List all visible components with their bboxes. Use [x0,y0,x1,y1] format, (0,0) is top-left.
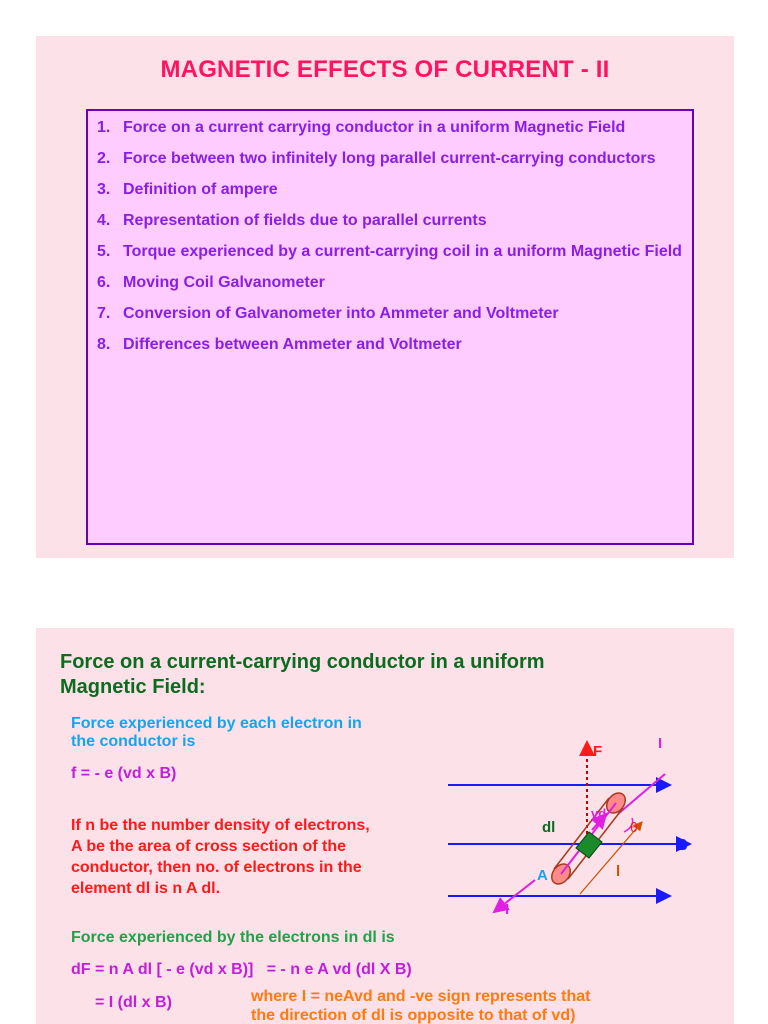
item-text: Force on a current carrying conductor in a uniform Magnetic Field [123,119,626,136]
slide-title: MAGNETIC EFFECTS OF CURRENT - II [160,56,610,83]
item-text: Moving Coil Galvanometer [123,274,325,291]
list-item [97,334,682,355]
density-text-3: conductor, then no. of electrons in the [71,859,362,876]
item-text: Force between two infinitely long parallel current-carrying conductors [123,150,656,167]
current-label-bottom: I [505,901,510,918]
item-number: 3. [97,181,111,198]
angle-label: θ [630,819,638,835]
list-item [97,241,682,262]
item-number: 5. [97,243,111,260]
conductor-diagram [440,728,700,928]
list-item [97,179,682,200]
electron-force-text-1: Force experienced by each electron in [71,715,362,732]
contents-list [97,117,682,365]
item-number: 8. [97,336,111,353]
element-label: dl [542,819,556,836]
density-text-1: If n be the number density of electrons, [71,817,370,834]
force-label: F [593,743,603,760]
current-label-top: I [658,735,663,752]
area-label: A [537,867,548,884]
item-number: 6. [97,274,111,291]
item-number: 4. [97,212,111,229]
item-number: 1. [97,119,111,136]
item-text: Representation of fields due to parallel currents [123,212,487,229]
density-text-4: element dl is n A dl. [71,880,221,897]
list-item [97,148,682,169]
item-text: Torque experienced by a current-carrying coil in a uniform Magnetic Field [123,243,682,260]
field-label: B [676,837,688,854]
list-item [97,272,682,293]
list-item [97,117,682,138]
item-text: Definition of ampere [123,181,278,198]
total-force-text: Force experienced by the electrons in dl is [71,929,395,946]
force-equation-electron: f = - e (vd x B) [71,765,177,782]
item-number: 2. [97,150,111,167]
density-text-2: A be the area of cross section of the [71,838,347,855]
electron-force-text-2: the conductor is [71,733,196,750]
item-text: Differences between Ammeter and Voltmeter [123,336,462,353]
current-line-top [618,774,665,814]
slide-2 [36,628,734,1024]
note-text-1: where I = neAvd and -ve sign represents that [251,988,591,1005]
drift-velocity-label: vd [591,806,607,821]
item-text: Conversion of Galvanometer into Ammeter and Voltmeter [123,305,559,322]
force-equation-current: = I (dl x B) [95,994,172,1011]
length-label: l [616,863,621,880]
list-item [97,210,682,231]
note-text-2: the direction of dl is opposite to that of vd) [251,1007,576,1024]
slide-1 [36,36,734,558]
contents-box [86,109,694,545]
item-number: 7. [97,305,111,322]
force-equation-element: dF = n A dl [ - e (vd x B)] = - n e A vd (dl X B) [71,961,412,978]
section-heading: Force on a current-carrying conductor in a uniform Magnetic Field: [60,651,545,698]
list-item [97,303,682,324]
